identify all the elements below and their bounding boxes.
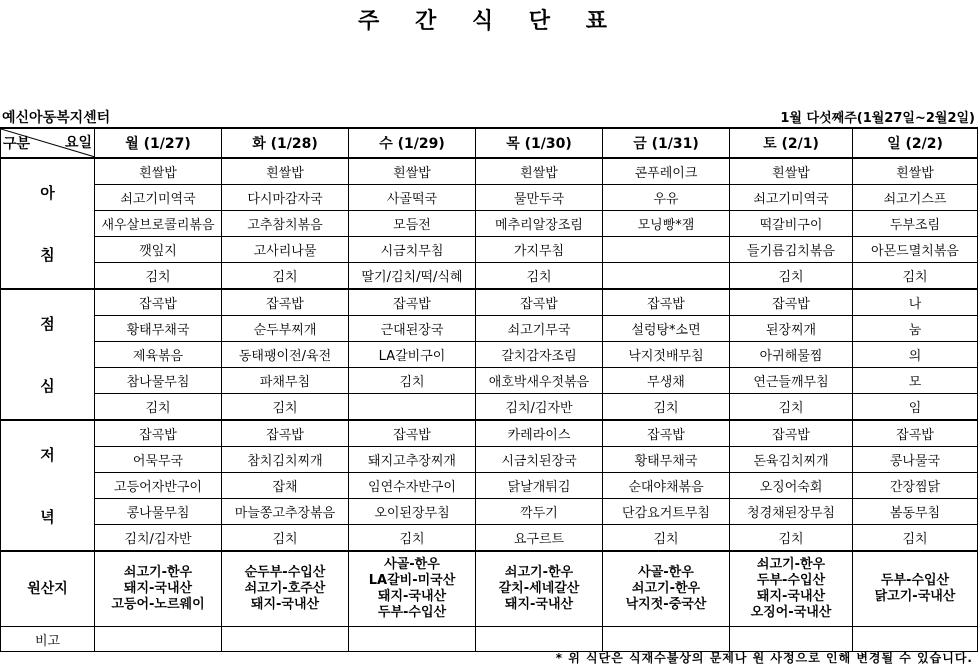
- menu-item-cell: 콘푸레이크: [603, 158, 730, 185]
- menu-item-cell: 김치/김자반: [95, 525, 222, 552]
- center-name: 예신아동복지센터: [2, 110, 111, 126]
- origin-line: 두부-수입산: [880, 573, 950, 588]
- origin-line: 쇠고기-한우: [123, 565, 193, 580]
- origin-cell: [476, 551, 603, 627]
- origin-line: 돼지-국내산: [377, 589, 447, 604]
- origin-line: 쇠고기-한우: [631, 581, 701, 596]
- meal-row: [1, 394, 978, 421]
- meal-row: [1, 368, 978, 394]
- meal-label-cell: [1, 158, 95, 289]
- menu-item-cell: 잡곡밥: [603, 289, 730, 316]
- meal-row: [1, 263, 978, 290]
- meal-label-bottom: 심: [40, 376, 55, 395]
- menu-item-cell: 새우살브로콜리볶음: [95, 211, 222, 237]
- origin-cell: [222, 551, 349, 627]
- menu-item-cell: 시금치무침: [349, 237, 476, 263]
- note-cell: [853, 627, 978, 652]
- menu-item-cell: 흰쌀밥: [349, 158, 476, 185]
- origin-row: [1, 551, 978, 627]
- header-row: [1, 128, 978, 158]
- menu-item-cell: 흰쌀밥: [222, 158, 349, 185]
- menu-item-cell: 오이된장무침: [349, 499, 476, 525]
- day-header: 수 (1/29): [349, 128, 476, 158]
- day-header: 화 (1/28): [222, 128, 349, 158]
- origin-line: 돼지-국내산: [123, 581, 193, 596]
- origin-line: 쇠고기-한우: [504, 565, 574, 580]
- menu-item-cell: 김치: [95, 394, 222, 421]
- menu-item-cell: 흰쌀밥: [730, 158, 853, 185]
- menu-item-cell: 쇠고기미역국: [730, 185, 853, 211]
- gubun-corner-cell: [1, 128, 95, 158]
- menu-item-cell: 근대된장국: [349, 316, 476, 342]
- menu-item-cell: 물만두국: [476, 185, 603, 211]
- yoil-label: 요일: [64, 135, 92, 151]
- origin-line: 갈치-세네갈산: [498, 581, 580, 596]
- menu-item-cell: 잡곡밥: [853, 420, 978, 447]
- menu-item-cell: [349, 394, 476, 421]
- origin-cell: [95, 551, 222, 627]
- menu-item-cell: 김치: [853, 263, 978, 290]
- menu-item-cell: 봄동무침: [853, 499, 978, 525]
- origin-line: 돼지-국내산: [504, 597, 574, 612]
- menu-item-cell: 흰쌀밥: [853, 158, 978, 185]
- menu-item-cell: 잡채: [222, 473, 349, 499]
- menu-item-cell: 마늘쫑고추장볶음: [222, 499, 349, 525]
- menu-item-cell: 가지무침: [476, 237, 603, 263]
- origin-line: 낙지젓-중국산: [625, 597, 707, 612]
- menu-item-cell: 우유: [603, 185, 730, 211]
- meal-label-top: 저: [40, 445, 55, 464]
- menu-item-cell: 오징어숙회: [730, 473, 853, 499]
- menu-item-cell: 쇠고기무국: [476, 316, 603, 342]
- menu-item-cell: 잡곡밥: [349, 420, 476, 447]
- menu-item-cell: 김치/김자반: [476, 394, 603, 421]
- meal-row: [1, 473, 978, 499]
- day-header: 일 (2/2): [853, 128, 978, 158]
- menu-item-cell: 의: [853, 342, 978, 368]
- day-header: 월 (1/27): [95, 128, 222, 158]
- menu-item-cell: 잡곡밥: [730, 289, 853, 316]
- menu-item-cell: 아귀해물찜: [730, 342, 853, 368]
- menu-item-cell: 김치: [853, 525, 978, 552]
- menu-item-cell: 김치: [603, 525, 730, 552]
- meal-row: [1, 525, 978, 552]
- menu-item-cell: 김치: [730, 263, 853, 290]
- origin-line: 오징어-국내산: [750, 605, 832, 620]
- menu-item-cell: 모닝빵*잼: [603, 211, 730, 237]
- note-row: [1, 627, 978, 652]
- menu-item-cell: 김치: [349, 368, 476, 394]
- note-cell: [476, 627, 603, 652]
- menu-item-cell: 나: [853, 289, 978, 316]
- menu-item-cell: 설렁탕*소면: [603, 316, 730, 342]
- origin-line: 고등어-노르웨이: [111, 597, 205, 612]
- origin-line: 순두부-수입산: [244, 565, 326, 580]
- menu-item-cell: 김치: [603, 394, 730, 421]
- menu-item-cell: 단감요거트무침: [603, 499, 730, 525]
- menu-item-cell: 잡곡밥: [603, 420, 730, 447]
- note-cell: [222, 627, 349, 652]
- menu-item-cell: 어묵무국: [95, 447, 222, 473]
- origin-line: LA갈비-미국산: [368, 573, 456, 588]
- menu-item-cell: 눔: [853, 316, 978, 342]
- menu-item-cell: 카레라이스: [476, 420, 603, 447]
- menu-item-cell: 잡곡밥: [95, 420, 222, 447]
- meal-row: [1, 158, 978, 185]
- day-header: 금 (1/31): [603, 128, 730, 158]
- meal-row: [1, 420, 978, 447]
- origin-line: 두부-수입산: [377, 605, 447, 620]
- menu-item-cell: 김치: [349, 525, 476, 552]
- origin-cell: [853, 551, 978, 627]
- menu-item-cell: 닭날개튀김: [476, 473, 603, 499]
- menu-item-cell: 고추참치볶음: [222, 211, 349, 237]
- day-header: 목 (1/30): [476, 128, 603, 158]
- origin-cell: [349, 551, 476, 627]
- meal-row: [1, 316, 978, 342]
- meal-label-bottom: 녁: [40, 507, 55, 526]
- menu-item-cell: 콩나물무침: [95, 499, 222, 525]
- meal-label-cell: [1, 289, 95, 420]
- menu-item-cell: 김치: [222, 263, 349, 290]
- origin-line: 쇠고기-한우: [756, 557, 826, 572]
- meal-row: [1, 237, 978, 263]
- menu-item-cell: 잡곡밥: [349, 289, 476, 316]
- menu-item-cell: 파채무침: [222, 368, 349, 394]
- menu-item-cell: 깻잎지: [95, 237, 222, 263]
- origin-line: 두부-수입산: [756, 573, 826, 588]
- menu-item-cell: 연근들깨무침: [730, 368, 853, 394]
- menu-item-cell: 깍두기: [476, 499, 603, 525]
- note-cell: [95, 627, 222, 652]
- menu-item-cell: 쇠고기스프: [853, 185, 978, 211]
- menu-item-cell: 돼지고추장찌개: [349, 447, 476, 473]
- menu-item-cell: 모: [853, 368, 978, 394]
- menu-item-cell: [603, 263, 730, 290]
- meal-label-cell: [1, 420, 95, 551]
- meal-row: [1, 499, 978, 525]
- gubun-label: 구분: [3, 136, 31, 152]
- note-label: 비고: [1, 627, 95, 652]
- meal-row: [1, 185, 978, 211]
- menu-item-cell: 다시마감자국: [222, 185, 349, 211]
- menu-item-cell: 임연수자반구이: [349, 473, 476, 499]
- origin-line: 닭고기-국내산: [874, 589, 956, 604]
- menu-item-cell: 들기름김치볶음: [730, 237, 853, 263]
- menu-item-cell: 흰쌀밥: [476, 158, 603, 185]
- menu-item-cell: 고등어자반구이: [95, 473, 222, 499]
- origin-line: 돼지-국내산: [250, 597, 320, 612]
- menu-item-cell: 황태무채국: [95, 316, 222, 342]
- menu-item-cell: 간장찜닭: [853, 473, 978, 499]
- day-header: 토 (2/1): [730, 128, 853, 158]
- menu-item-cell: 요구르트: [476, 525, 603, 552]
- menu-item-cell: 떡갈비구이: [730, 211, 853, 237]
- menu-item-cell: LA갈비구이: [349, 342, 476, 368]
- menu-item-cell: 사골떡국: [349, 185, 476, 211]
- origin-cell: [730, 551, 853, 627]
- menu-item-cell: 참치김치찌개: [222, 447, 349, 473]
- note-cell: [603, 627, 730, 652]
- menu-item-cell: 쇠고기미역국: [95, 185, 222, 211]
- menu-item-cell: 낙지젓배무침: [603, 342, 730, 368]
- menu-item-cell: 잡곡밥: [222, 420, 349, 447]
- menu-item-cell: 돈육김치찌개: [730, 447, 853, 473]
- menu-item-cell: 김치: [730, 394, 853, 421]
- menu-item-cell: 김치: [222, 394, 349, 421]
- menu-item-cell: 제육볶음: [95, 342, 222, 368]
- menu-item-cell: 황태무채국: [603, 447, 730, 473]
- menu-item-cell: 흰쌀밥: [95, 158, 222, 185]
- menu-item-cell: 잡곡밥: [476, 289, 603, 316]
- meal-label-top: 아: [40, 183, 55, 202]
- meal-row: [1, 342, 978, 368]
- origin-line: 쇠고기-호주산: [244, 581, 326, 596]
- menu-item-cell: 고사리나물: [222, 237, 349, 263]
- menu-item-cell: 김치: [222, 525, 349, 552]
- menu-item-cell: 갈치감자조림: [476, 342, 603, 368]
- menu-item-cell: 잡곡밥: [730, 420, 853, 447]
- meal-row: [1, 211, 978, 237]
- menu-item-cell: 모듬전: [349, 211, 476, 237]
- menu-item-cell: 김치: [476, 263, 603, 290]
- menu-item-cell: 시금치된장국: [476, 447, 603, 473]
- menu-table: [0, 127, 978, 652]
- origin-label: 원산지: [1, 551, 95, 627]
- origin-line: 사골-한우: [384, 557, 440, 572]
- menu-item-cell: [603, 237, 730, 263]
- menu-item-cell: 임: [853, 394, 978, 421]
- footer-note: * 위 식단은 식재수불상의 문제나 원 사정으로 인해 변경될 수 있습니다.: [555, 651, 973, 665]
- meal-label-top: 점: [40, 314, 55, 333]
- menu-item-cell: 참나물무침: [95, 368, 222, 394]
- page-title: 주 간 식 단 표: [358, 9, 621, 34]
- menu-item-cell: 메추리알장조림: [476, 211, 603, 237]
- menu-item-cell: 아몬드멸치볶음: [853, 237, 978, 263]
- menu-item-cell: 순두부찌개: [222, 316, 349, 342]
- origin-line: 사골-한우: [638, 565, 694, 580]
- menu-item-cell: 청경채된장무침: [730, 499, 853, 525]
- menu-item-cell: 무생채: [603, 368, 730, 394]
- origin-cell: [603, 551, 730, 627]
- menu-item-cell: 두부조림: [853, 211, 978, 237]
- menu-item-cell: 잡곡밥: [222, 289, 349, 316]
- menu-item-cell: 순대야채볶음: [603, 473, 730, 499]
- meal-row: [1, 447, 978, 473]
- origin-line: 돼지-국내산: [756, 589, 826, 604]
- note-cell: [730, 627, 853, 652]
- menu-item-cell: 동태팽이전/육전: [222, 342, 349, 368]
- menu-item-cell: 김치: [95, 263, 222, 290]
- menu-item-cell: 애호박새우젓볶음: [476, 368, 603, 394]
- menu-item-cell: 잡곡밥: [95, 289, 222, 316]
- menu-item-cell: 김치: [730, 525, 853, 552]
- menu-item-cell: 딸기/김치/떡/식혜: [349, 263, 476, 290]
- meal-label-bottom: 침: [40, 245, 55, 264]
- meal-row: [1, 289, 978, 316]
- week-label: 1월 다섯째주(1월27일~2월2일): [780, 111, 975, 126]
- menu-item-cell: 된장찌개: [730, 316, 853, 342]
- menu-item-cell: 콩나물국: [853, 447, 978, 473]
- note-cell: [349, 627, 476, 652]
